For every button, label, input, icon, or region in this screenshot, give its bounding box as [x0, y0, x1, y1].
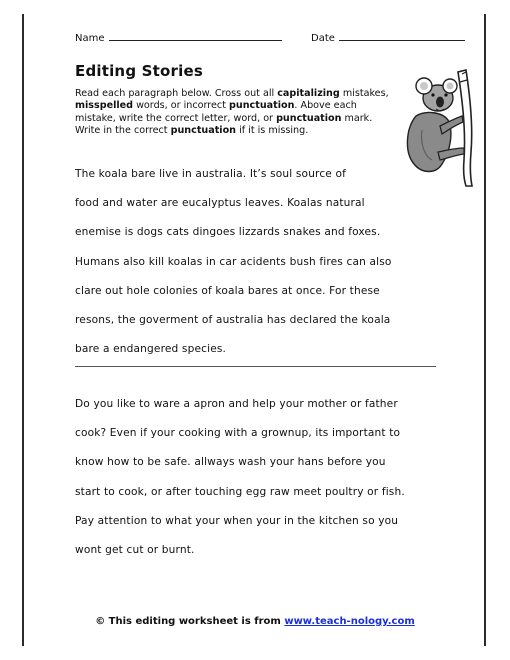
- paragraph-line: start to cook, or after touching egg raw meet poultry or fish.: [75, 485, 405, 498]
- paragraph-line: cook? Even if your cooking with a grownup, its important to: [75, 427, 401, 440]
- instructions-emphasis: misspelled: [75, 100, 134, 112]
- instructions-text: words, or incorrect: [133, 100, 230, 112]
- paragraph-cooking: [75, 390, 445, 565]
- name-blank-line[interactable]: [109, 30, 282, 41]
- date-field: [311, 30, 465, 45]
- paragraph-line: wont get cut or burnt.: [75, 544, 195, 557]
- paragraph-line: know how to be safe. allways wash your hans before you: [75, 456, 386, 469]
- paragraph-line: Pay attention to what your when your in the kitchen so you: [75, 514, 399, 527]
- paragraph-line: resons, the goverment of australia has declared the koala: [75, 314, 391, 327]
- date-label: Date: [311, 33, 335, 44]
- instructions-text: . Above each mistake, write the correct letter, word, or: [75, 100, 357, 124]
- paragraph-line: food and water are eucalyptus leaves. Koalas natural: [75, 197, 365, 210]
- paragraph-line: clare out hole colonies of koala bares at once. For these: [75, 284, 380, 297]
- instructions-emphasis: punctuation: [276, 112, 342, 124]
- paragraph-line: The koala bare live in australia. It’s soul source of: [75, 168, 346, 180]
- footer-link[interactable]: www.teach-nology.com: [284, 616, 415, 627]
- instructions-text: Read each paragraph below. Cross out all: [75, 88, 278, 99]
- instructions-emphasis: punctuation: [229, 100, 295, 112]
- instructions-text: if it is missing.: [236, 125, 309, 137]
- date-blank-line[interactable]: [339, 30, 465, 41]
- instructions-emphasis: capitalizing: [277, 88, 340, 99]
- section-divider: [75, 366, 436, 367]
- instructions-text: mark. Write in the correct: [75, 112, 373, 137]
- paragraph-line: Do you like to ware a apron and help your mother or father: [75, 398, 398, 410]
- footer-credit: [0, 616, 510, 627]
- instructions-text: mistakes,: [339, 88, 389, 99]
- name-field: [75, 30, 282, 45]
- instructions: [75, 88, 395, 138]
- paragraph-line: enemise is dogs cats dingoes lizzards snakes and foxes.: [75, 226, 381, 239]
- paragraph-koala: [75, 160, 445, 364]
- name-label: Name: [75, 33, 105, 44]
- paragraph-line: Humans also kill koalas in car acidents bush fires can also: [75, 255, 392, 268]
- instructions-emphasis: punctuation: [170, 125, 237, 137]
- footer-text: © This editing worksheet is from: [95, 616, 285, 627]
- paragraph-line: bare a endangered species.: [75, 343, 227, 356]
- worksheet-title: Editing Stories: [75, 62, 203, 80]
